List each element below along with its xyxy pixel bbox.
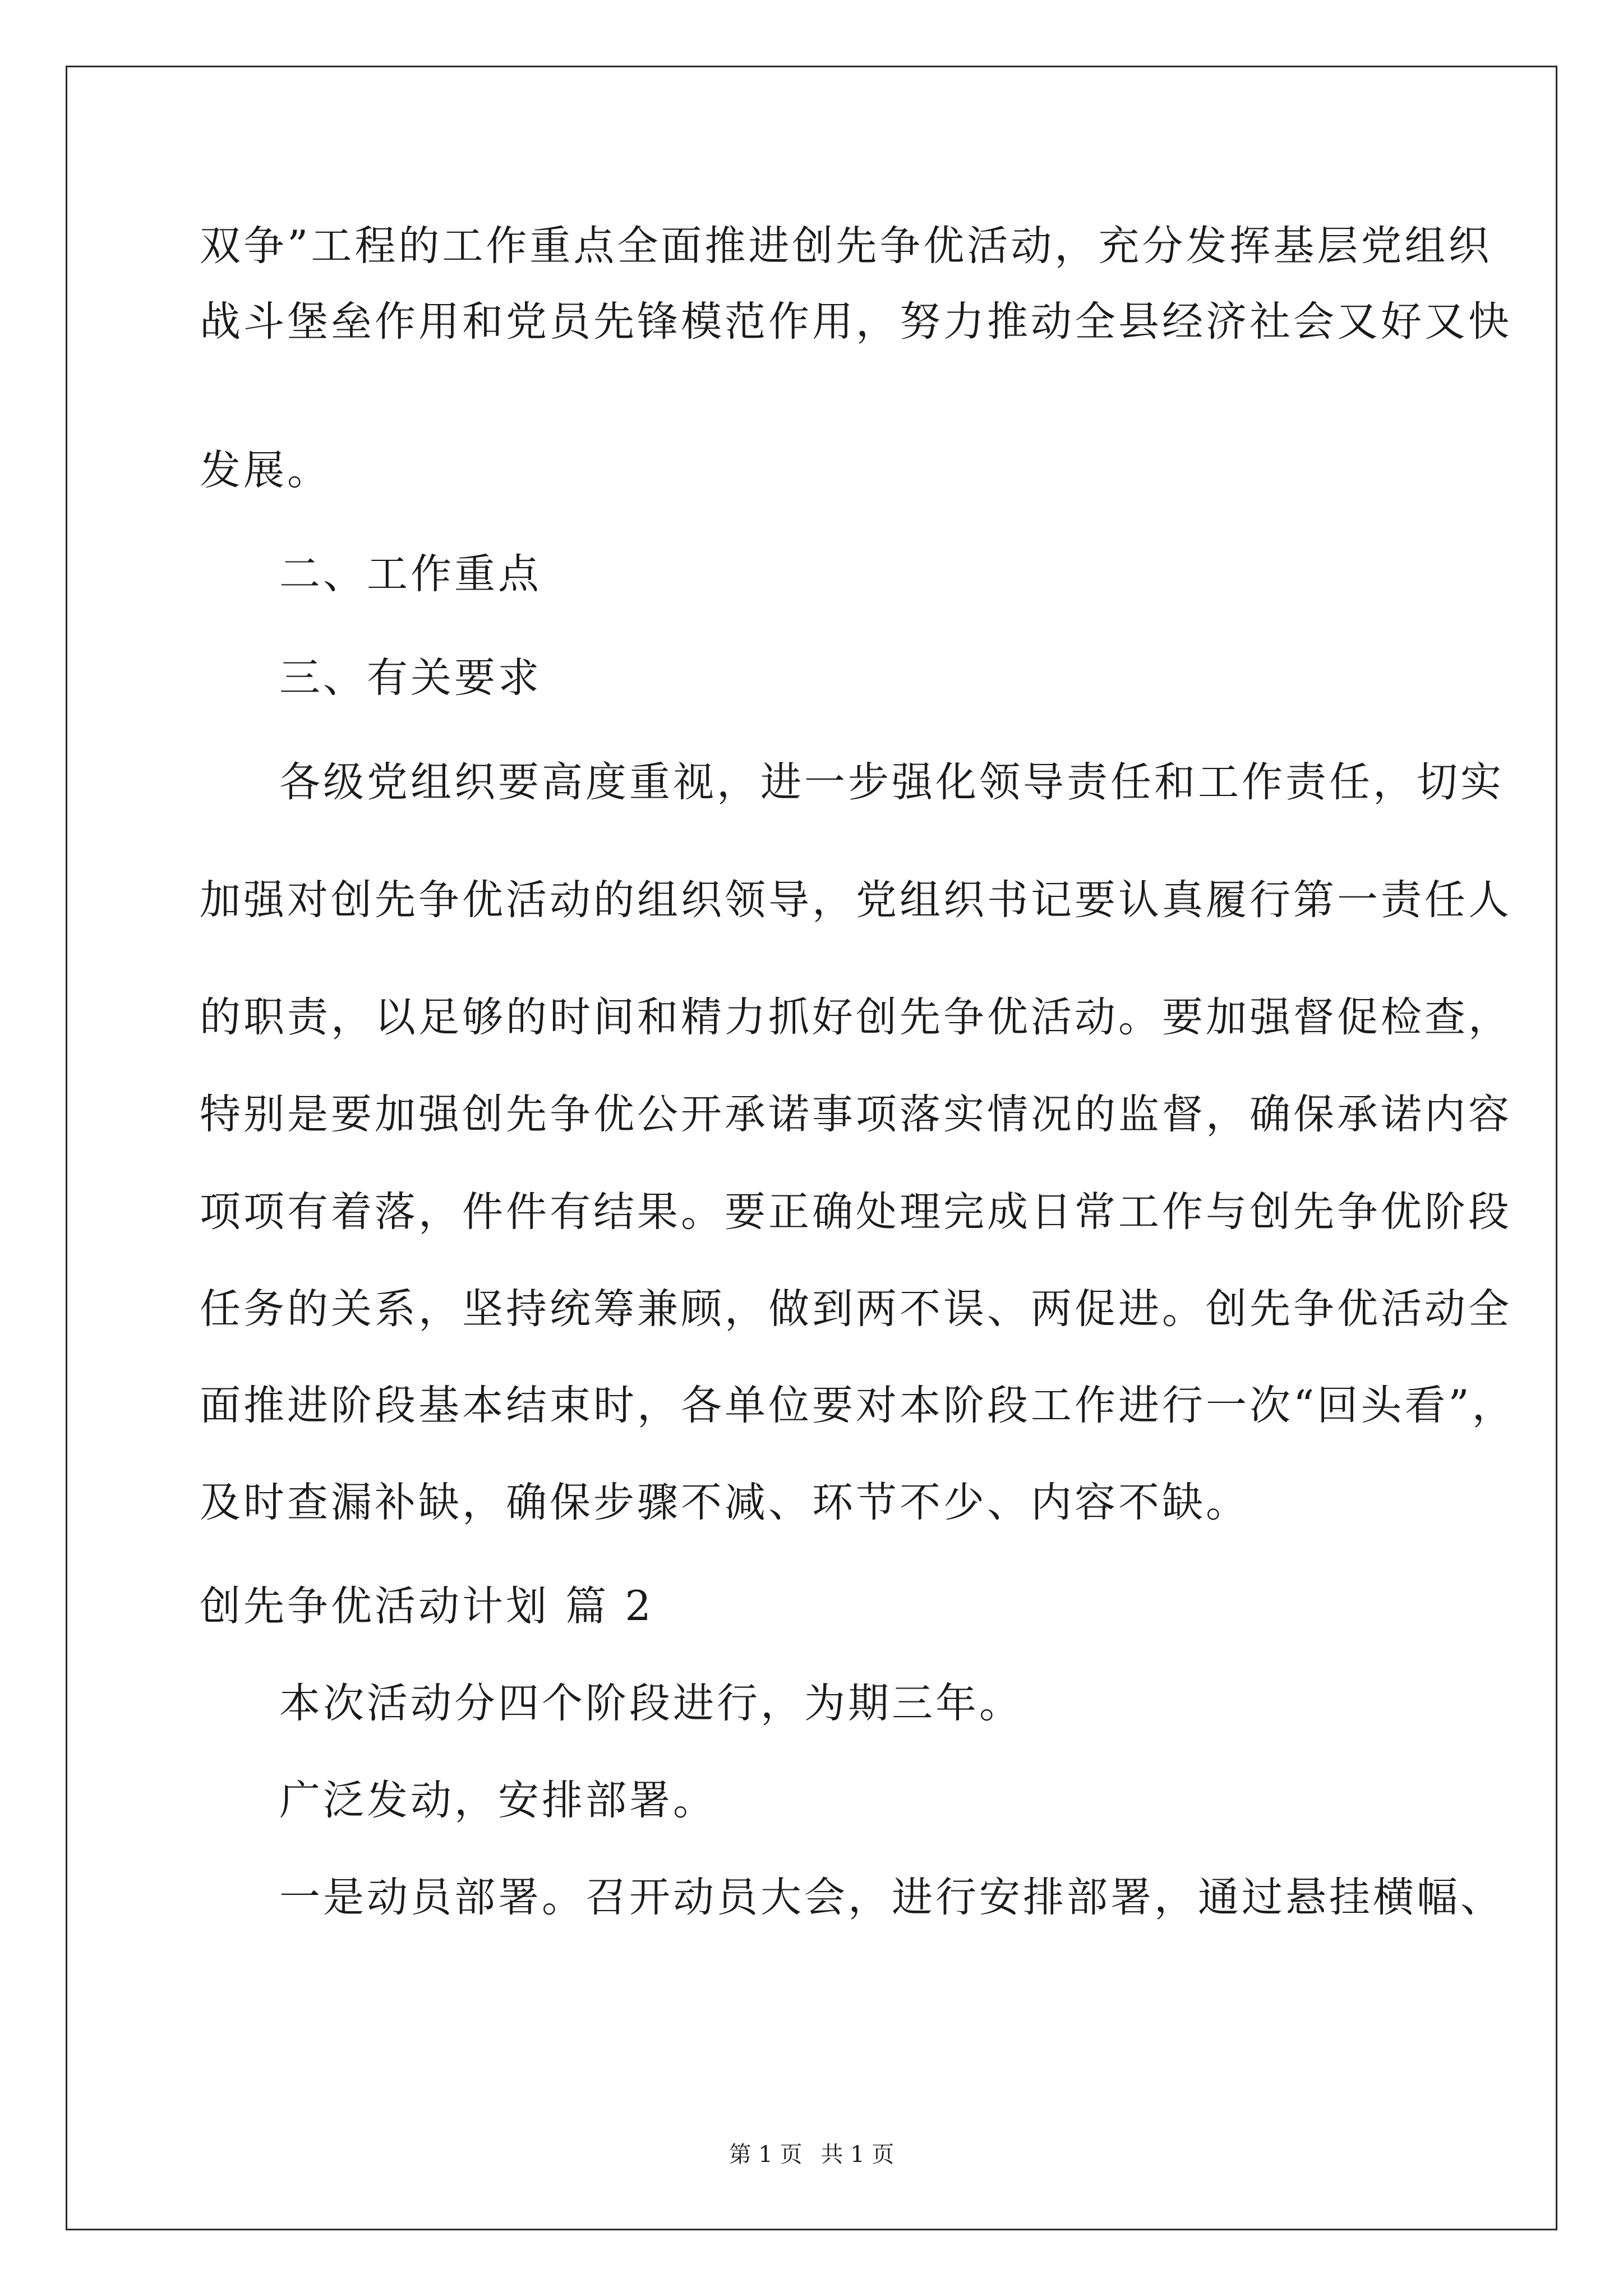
section-title: 创先争优活动计划 篇 2 bbox=[200, 1582, 654, 1630]
page-number: 第 1 页 bbox=[728, 2142, 803, 2168]
paragraph-line: 双争”工程的工作重点全面推进创先争优活动，充分发挥基层党组织 bbox=[200, 222, 1492, 270]
page-footer bbox=[0, 2137, 1623, 2169]
paragraph-line: 一是动员部署。召开动员大会，进行安排部署，通过悬挂横幅、 bbox=[279, 1874, 1504, 1921]
paragraph-line: 项项有着落，件件有结果。要正确处理完成日常工作与创先争优阶段 bbox=[200, 1188, 1512, 1236]
section-heading: 三、有关要求 bbox=[279, 654, 542, 702]
paragraph-line: 特别是要加强创先争优公开承诺事项落实情况的监督，确保承诺内容 bbox=[200, 1091, 1512, 1138]
paragraph-line: 广泛发动，安排部署。 bbox=[279, 1777, 717, 1824]
paragraph-line: 加强对创先争优活动的组织领导，党组织书记要认真履行第一责任人 bbox=[200, 876, 1512, 924]
section-heading: 二、工作重点 bbox=[279, 550, 542, 598]
paragraph-line: 各级党组织要高度重视，进一步强化领导责任和工作责任，切实 bbox=[279, 758, 1504, 806]
paragraph-line: 面推进阶段基本结束时，各单位要对本阶段工作进行一次“回头看”， bbox=[200, 1382, 1516, 1429]
page-total: 共 1 页 bbox=[820, 2142, 895, 2168]
paragraph-line: 任务的关系，坚持统筹兼顾，做到两不误、两促进。创先争优活动全 bbox=[200, 1285, 1512, 1333]
paragraph-line: 及时查漏补缺，确保步骤不减、环节不少、内容不缺。 bbox=[200, 1479, 1249, 1526]
paragraph-line: 的职责，以足够的时间和精力抓好创先争优活动。要加强督促检查， bbox=[200, 993, 1512, 1041]
paragraph-line: 发展。 bbox=[200, 447, 331, 494]
paragraph-line: 战斗堡垒作用和党员先锋模范作用，努力推动全县经济社会又好又快 bbox=[200, 298, 1512, 346]
paragraph-line: 本次活动分四个阶段进行，为期三年。 bbox=[279, 1680, 1023, 1727]
